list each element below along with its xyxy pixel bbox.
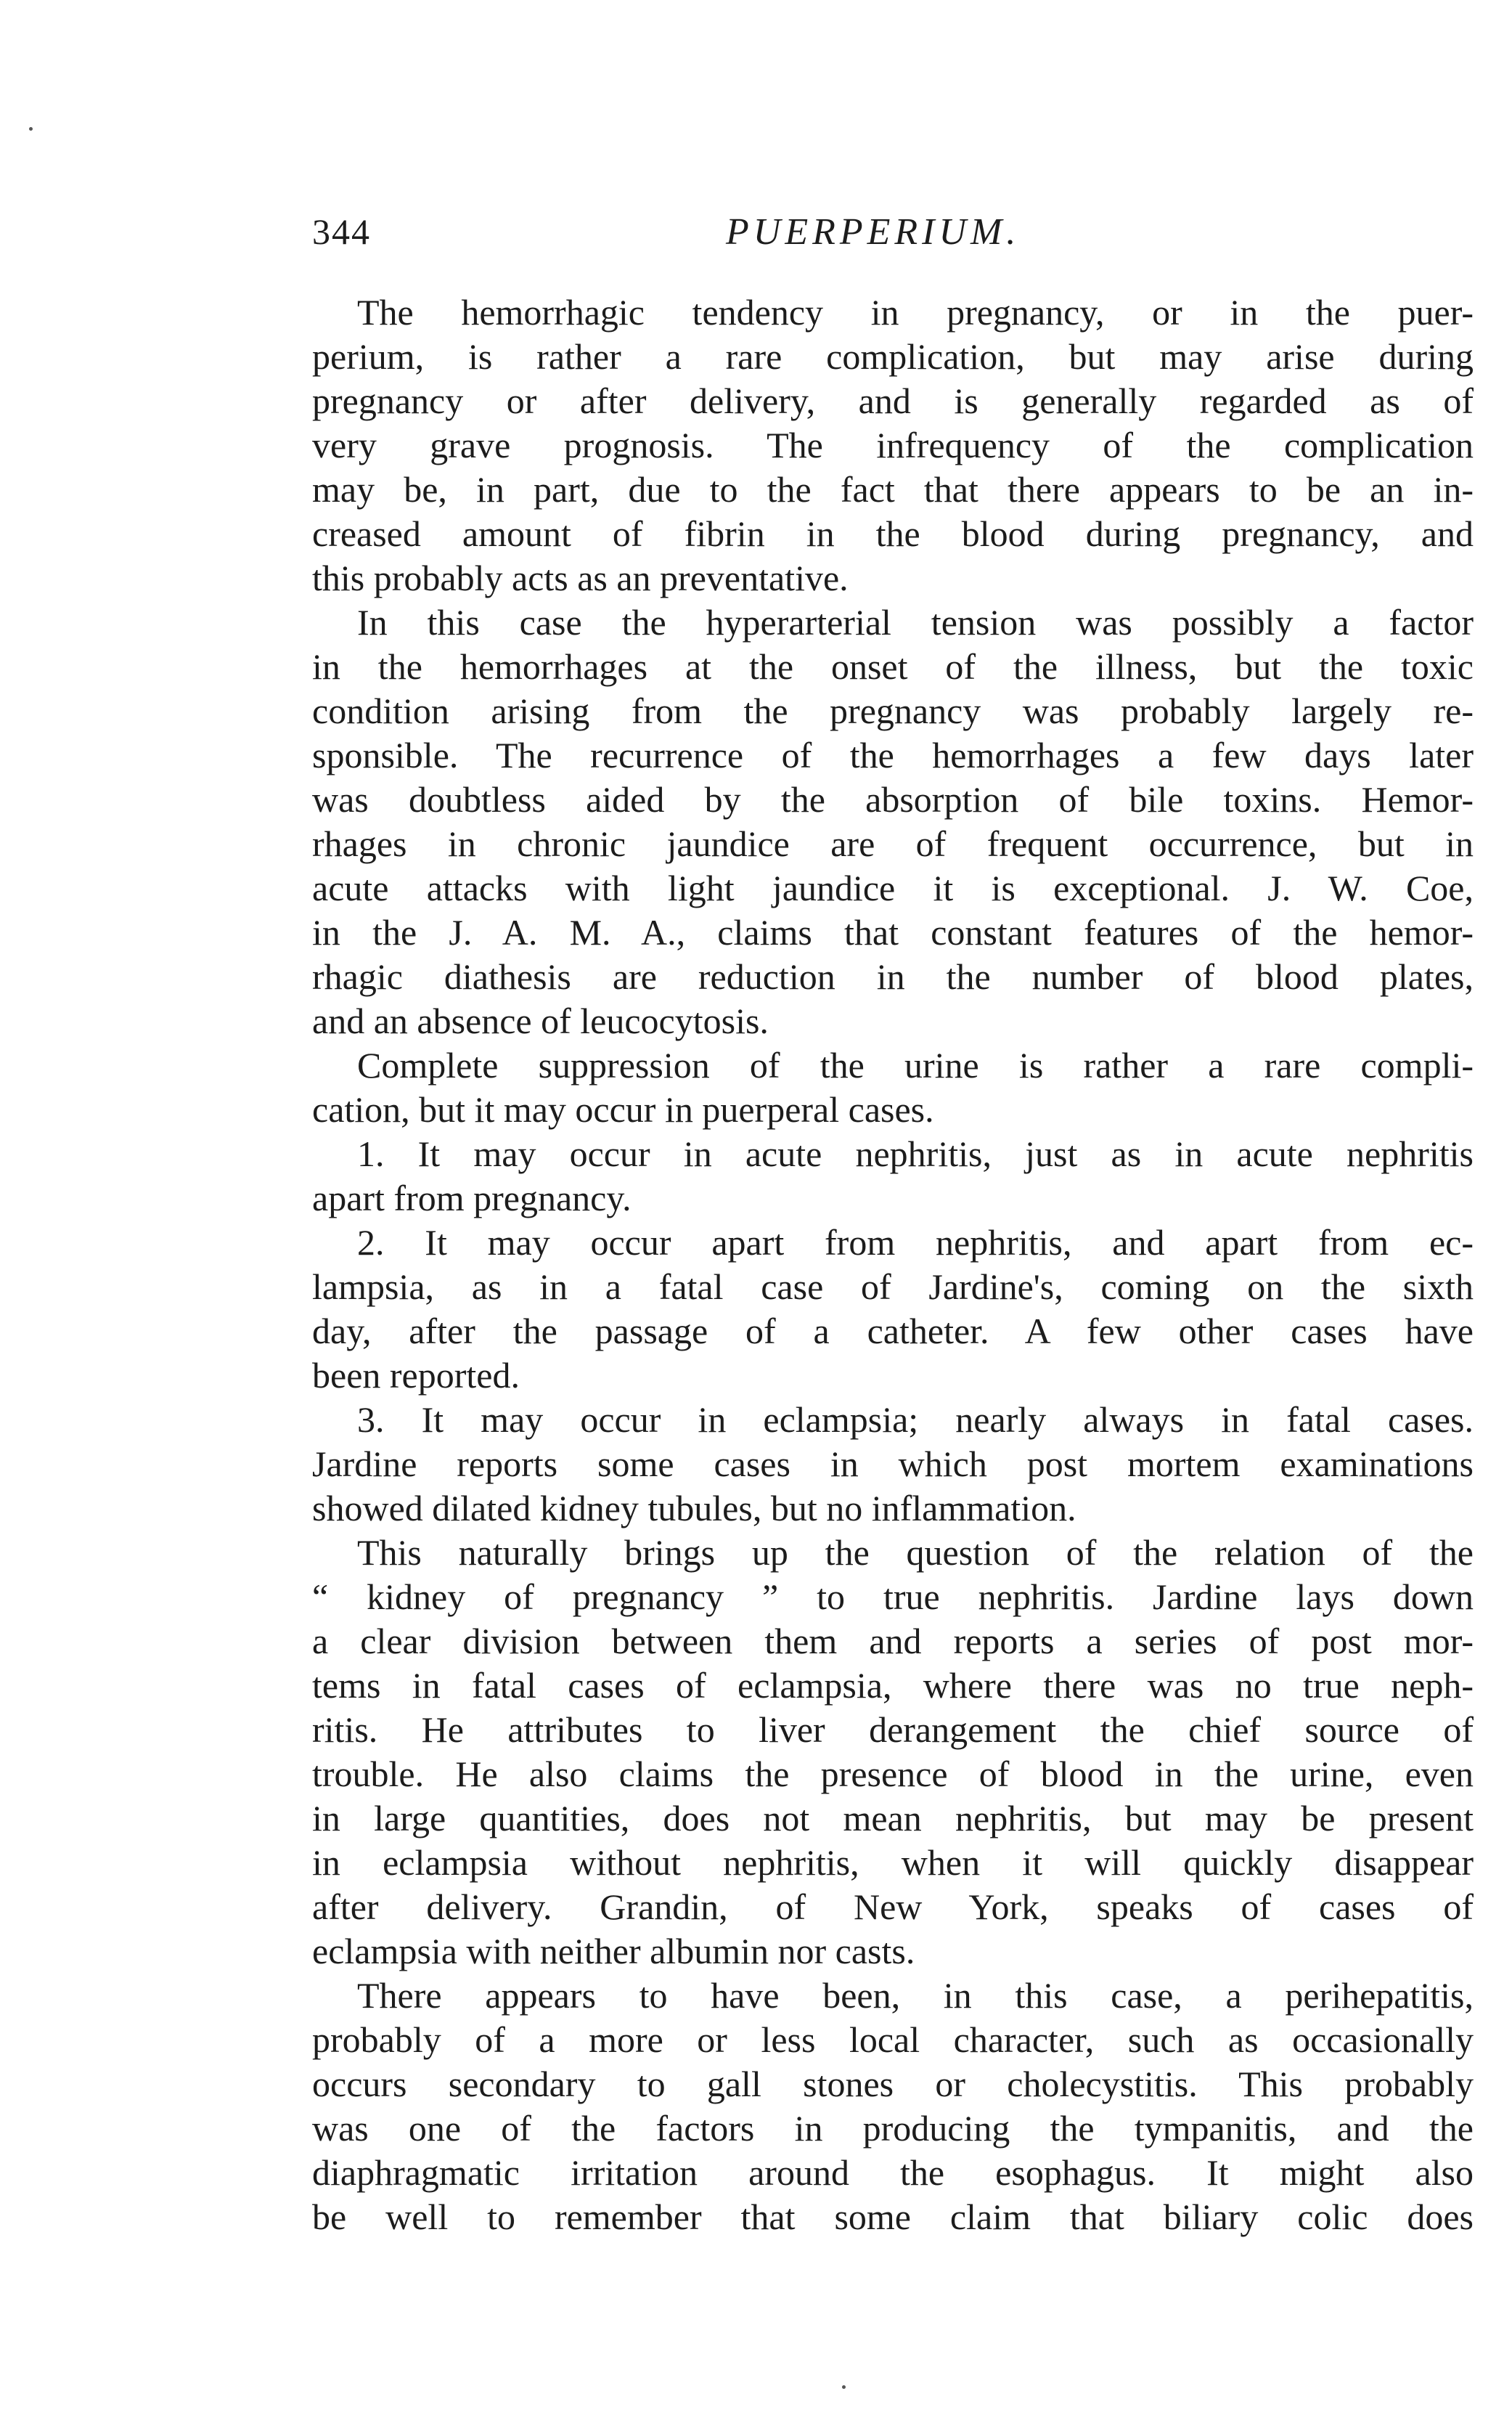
- text-line: 1. It may occur in acute nephritis, just as in acute nephritis: [357, 1133, 1474, 1174]
- text-line: was doubtless aided by the absorption of bile toxins. Hemor-: [312, 779, 1474, 820]
- text-line: in the hemorrhages at the onset of the illness, but the toxic: [312, 646, 1474, 687]
- text-line: sponsible. The recurrence of the hemorrhages a few days later: [312, 735, 1474, 775]
- text-line: rhagic diathesis are reduction in the number of blood plates,: [312, 956, 1474, 997]
- text-line: and an absence of leucocytosis.: [312, 1001, 769, 1041]
- text-line: The hemorrhagic tendency in pregnancy, or in the puer-: [357, 292, 1474, 333]
- text-line: In this case the hyperarterial tension was possibly a factor: [357, 602, 1474, 643]
- text-line: may be, in part, due to the fact that there appears to be an in-: [312, 469, 1474, 510]
- text-line: probably of a more or less local character, such as occasionally: [312, 2019, 1474, 2060]
- text-line: This naturally brings up the question of the relation of the: [357, 1532, 1474, 1573]
- text-line: condition arising from the pregnancy was probably largely re-: [312, 691, 1474, 731]
- text-line: perium, is rather a rare complication, but may arise during: [312, 336, 1474, 377]
- text-line: Jardine reports some cases in which post mortem examinations: [312, 1443, 1474, 1484]
- text-line: apart from pregnancy.: [312, 1178, 632, 1218]
- text-line: cation, but it may occur in puerperal cases.: [312, 1089, 934, 1130]
- running-title: PUERPERIUM.: [726, 211, 1021, 253]
- body-text: [312, 290, 1474, 2239]
- text-line: after delivery. Grandin, of New York, speaks of cases of: [312, 1886, 1474, 1927]
- text-line: trouble. He also claims the presence of blood in the urine, even: [312, 1754, 1474, 1794]
- scan-speck: [842, 2385, 846, 2389]
- text-line: in eclampsia without nephritis, when it will quickly disappear: [312, 1842, 1474, 1883]
- text-line: rhages in chronic jaundice are of frequent occurrence, but in: [312, 823, 1474, 864]
- text-line: day, after the passage of a catheter. A few other cases have: [312, 1311, 1474, 1351]
- text-line: pregnancy or after delivery, and is generally regarded as of: [312, 380, 1474, 421]
- text-line: 3. It may occur in eclampsia; nearly always in fatal cases.: [357, 1399, 1474, 1440]
- text-line: this probably acts as an preventative.: [312, 558, 849, 598]
- text-line: a clear division between them and reports a series of post mor-: [312, 1621, 1474, 1661]
- text-line: been reported.: [312, 1355, 520, 1396]
- text-line: Complete suppression of the urine is rather a rare compli-: [357, 1045, 1474, 1086]
- text-line: in large quantities, does not mean nephritis, but may be present: [312, 1798, 1474, 1838]
- text-line: There appears to have been, in this case, a perihepatitis,: [357, 1975, 1474, 2016]
- text-line: diaphragmatic irritation around the esophagus. It might also: [312, 2152, 1474, 2193]
- scan-speck: [29, 127, 33, 131]
- running-head: [312, 211, 1474, 261]
- text-line: “ kidney of pregnancy ” to true nephritis. Jardine lays down: [312, 1576, 1474, 1617]
- text-line: occurs secondary to gall stones or cholecystitis. This probably: [312, 2064, 1474, 2104]
- text-line: very grave prognosis. The infrequency of the complication: [312, 425, 1474, 465]
- text-line: lampsia, as in a fatal case of Jardine's, coming on the sixth: [312, 1266, 1474, 1307]
- text-line: was one of the factors in producing the tympanitis, and the: [312, 2108, 1474, 2149]
- text-line: creased amount of fibrin in the blood during pregnancy, and: [312, 513, 1474, 554]
- page-number: 344: [312, 211, 371, 252]
- text-line: ritis. He attributes to liver derangement the chief source of: [312, 1709, 1474, 1750]
- text-line: be well to remember that some claim that biliary colic does: [312, 2196, 1474, 2237]
- text-line: showed dilated kidney tubules, but no inflammation.: [312, 1488, 1076, 1528]
- text-line: in the J. A. M. A., claims that constant features of the hemor-: [312, 912, 1474, 953]
- text-line: eclampsia with neither albumin nor casts.: [312, 1931, 915, 1971]
- text-line: tems in fatal cases of eclampsia, where there was no true neph-: [312, 1665, 1474, 1706]
- text-line: 2. It may occur apart from nephritis, and apart from ec-: [357, 1222, 1474, 1263]
- text-line: acute attacks with light jaundice it is exceptional. J. W. Coe,: [312, 868, 1474, 908]
